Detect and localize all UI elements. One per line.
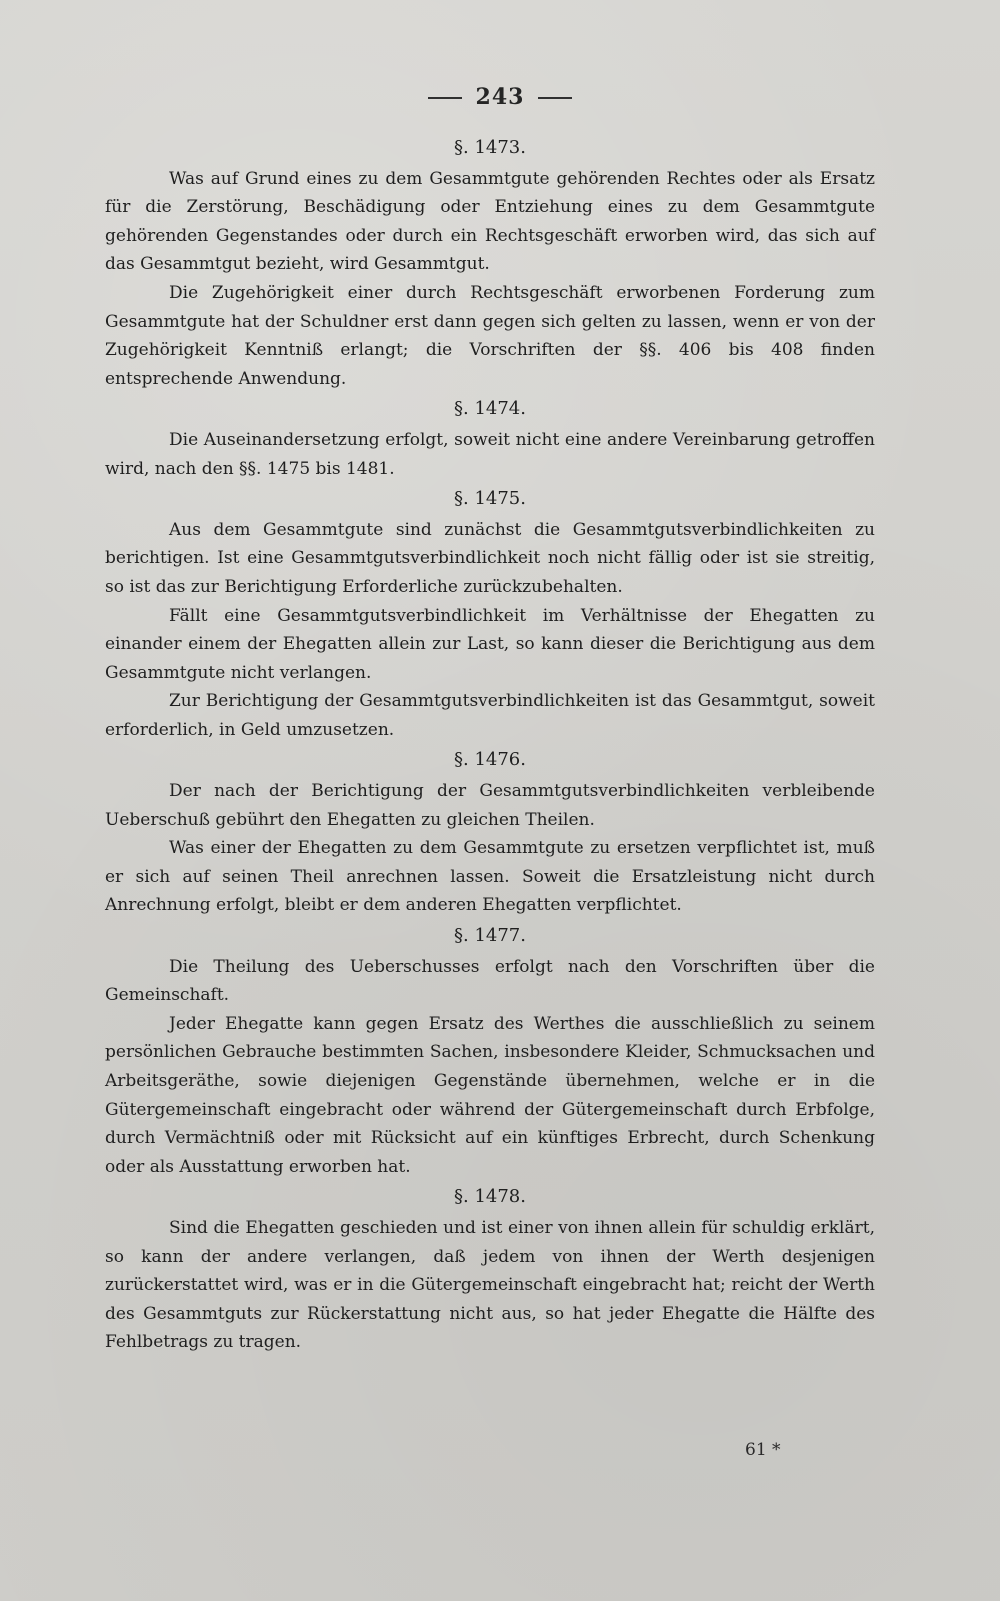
header-dash-left: [428, 97, 462, 99]
section-heading: §. 1478.: [454, 1186, 526, 1208]
page-number: 243: [475, 84, 525, 110]
section-1476: [105, 746, 875, 920]
signature-mark: 61 *: [745, 1440, 781, 1460]
section-heading: §. 1474.: [454, 398, 526, 420]
paragraph: Die Auseinandersetzung erfolgt, soweit nicht eine andere Vereinbarung getroffen wird, nach den §§. 1475 bis 1481.: [105, 429, 875, 479]
section-heading: §. 1476.: [454, 749, 526, 771]
section-heading: §. 1475.: [454, 488, 526, 510]
paragraph: Aus dem Gesammtgute sind zunächst die Gesammtgutsverbindlichkeiten zu berichtigen. Ist eine Gesammtgutsverbindlichkeit noch nicht fällig oder ist sie streitig, so ist das zur Berichtigung Erforderliche zurückzubehalten.: [105, 519, 875, 597]
paragraph: Zur Berichtigung der Gesammtgutsverbindlichkeiten ist das Gesammtgut, soweit erforderlich, in Geld umzusetzen.: [105, 691, 875, 740]
paragraph: Was einer der Ehegatten zu dem Gesammtgute zu ersetzen verpflichtet ist, muß er sich auf seinen Theil anrechnen lassen. Soweit die Ersatzleistung nicht durch Anrechnung erfolgt, bleibt er dem anderen Ehegatten verpflichtet.: [105, 838, 875, 916]
section-1477: [105, 922, 875, 1181]
header-dash-right: [538, 97, 572, 99]
section-1473: [105, 134, 875, 393]
paragraph: Der nach der Berichtigung der Gesammtgutsverbindlichkeiten verbleibende Ueberschuß gebührt den Ehegatten zu gleichen Theilen.: [105, 781, 875, 830]
section-1478: [105, 1183, 875, 1357]
paragraph: Fällt eine Gesammtgutsverbindlichkeit im Verhältnisse der Ehegatten zu einander einem der Ehegatten allein zur Last, so kann dieser die Berichtigung aus dem Gesammtgute nicht verlangen.: [105, 605, 875, 683]
page-header: [0, 84, 1000, 110]
paragraph: Die Theilung des Ueberschusses erfolgt nach den Vorschriften über die Gemeinschaft.: [105, 956, 875, 1006]
paragraph: Jeder Ehegatte kann gegen Ersatz des Werthes die ausschließlich zu seinem persönlichen Gebrauche bestimmten Sachen, insbesondere Kleider, Schmucksachen und Arbeitsgeräthe, sowie diejenigen Gegenstände übernehmen, welche er in die Gütergemeinschaft eingebracht oder während der Gütergemeinschaft durch Erbfolge, durch Vermächtniß oder mit Rücksicht auf ein künftiges Erbrecht, durch Schenkung oder als Ausstattung erworben hat.: [105, 1013, 875, 1177]
section-heading: §. 1473.: [454, 137, 526, 158]
section-heading: §. 1477.: [454, 925, 526, 947]
paragraph: Was auf Grund eines zu dem Gesammtgute gehörenden Rechtes oder als Ersatz für die Zerstörung, Beschädigung oder Entziehung eines zu dem Gesammtgute gehörenden Gegenstandes oder durch ein Rechtsgeschäft erworben wird, das sich auf das Gesammtgut bezieht, wird Gesammtgut.: [105, 168, 875, 275]
section-1474: [105, 395, 875, 483]
section-1475: [105, 485, 875, 744]
paragraph: Sind die Ehegatten geschieden und ist einer von ihnen allein für schuldig erklärt, so kann der andere verlangen, daß jedem von ihnen der Werth desjenigen zurückerstattet wird, was er in die Gütergemeinschaft eingebracht hat; reicht der Werth des Gesammtguts zur Rückerstattung nicht aus, so hat jeder Ehegatte die Hälfte des Fehlbetrags zu tragen.: [105, 1217, 875, 1353]
document-body: [105, 132, 875, 1357]
paragraph: Die Zugehörigkeit einer durch Rechtsgeschäft erworbenen Forderung zum Gesammtgute hat der Schuldner erst dann gegen sich gelten zu lassen, wenn er von der Zugehörigkeit Kenntniß erlangt; die Vorschriften der §§. 406 bis 408 finden entsprechende Anwendung.: [105, 282, 875, 389]
